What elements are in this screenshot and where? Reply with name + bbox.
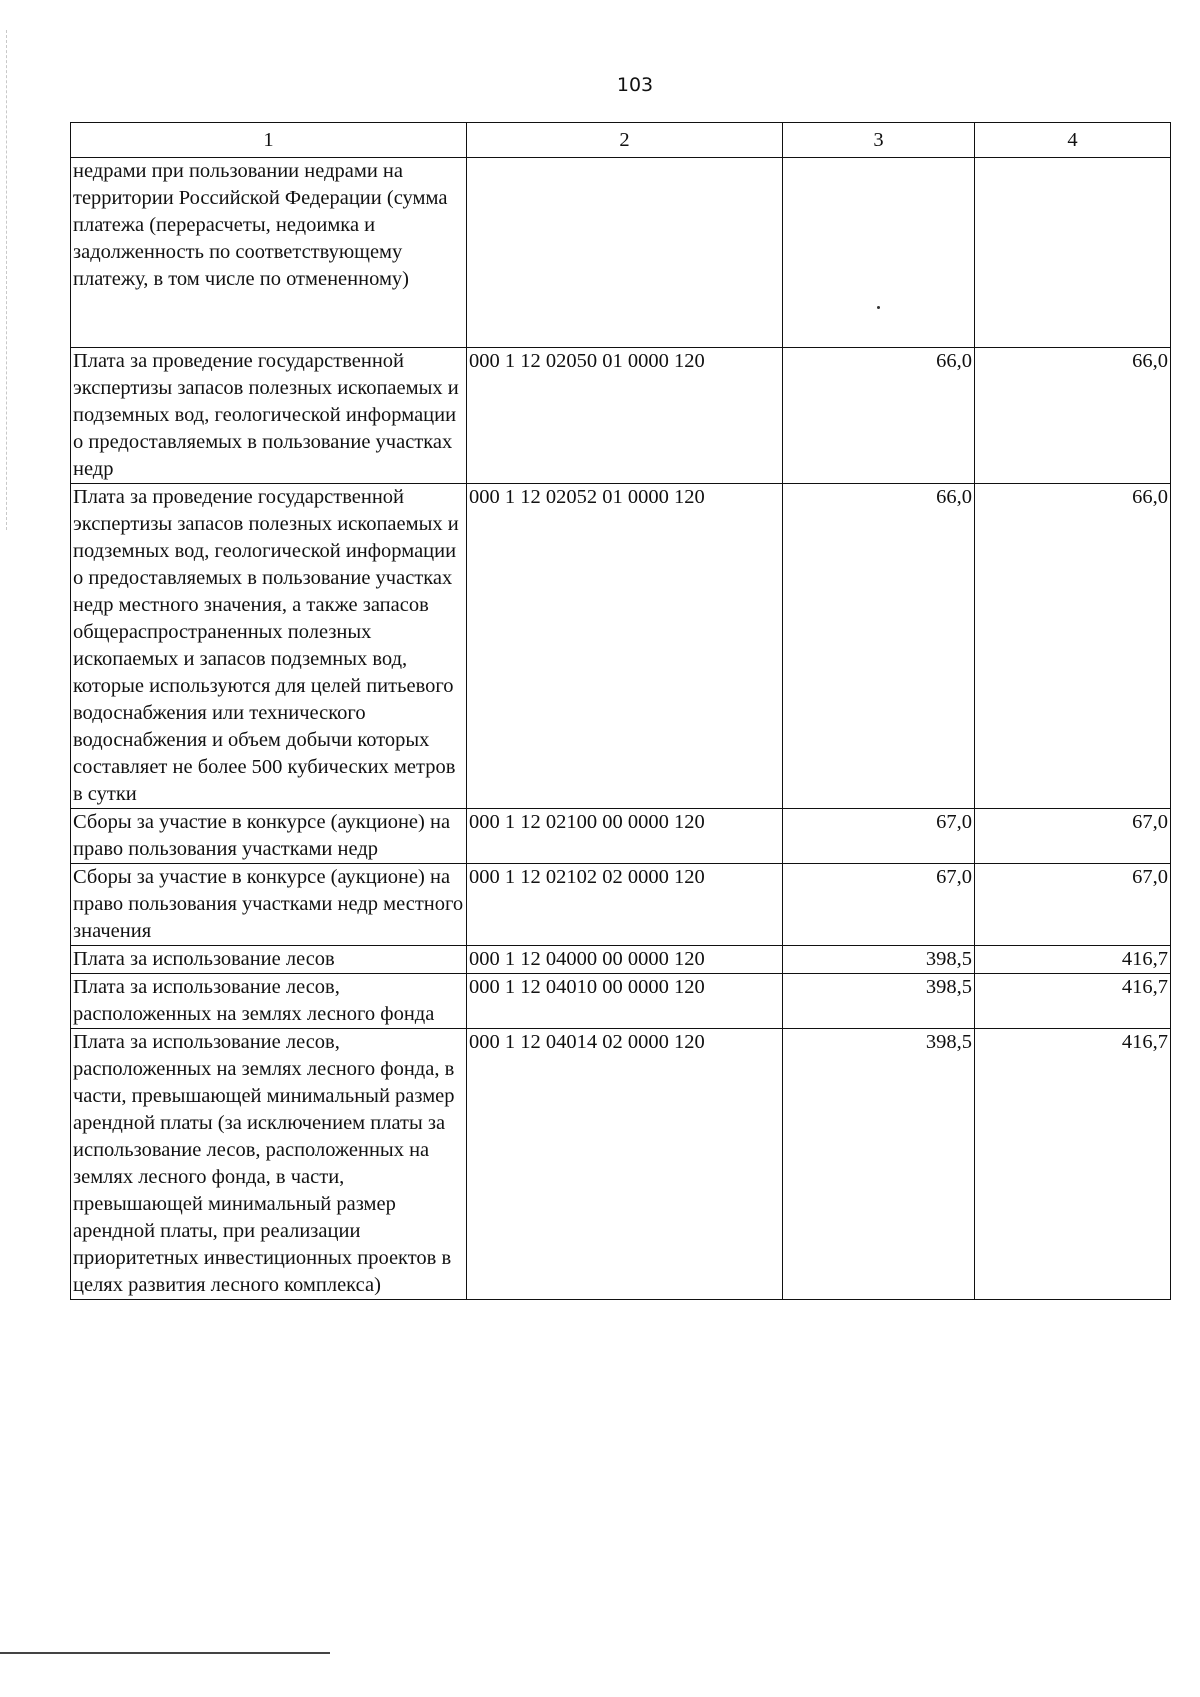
table-header-row xyxy=(71,123,1171,158)
row-value-col3: 66,0 xyxy=(783,484,975,809)
table-row xyxy=(71,809,1171,864)
column-header-2: 2 xyxy=(467,123,783,158)
row-value-col4: 66,0 xyxy=(975,348,1171,484)
table-row xyxy=(71,946,1171,974)
table-row xyxy=(71,348,1171,484)
column-header-3: 3 xyxy=(783,123,975,158)
table-row xyxy=(71,974,1171,1029)
row-value-col3: 398,5 xyxy=(783,1029,975,1300)
row-value-col3: 398,5 xyxy=(783,946,975,974)
page-number: 103 xyxy=(616,74,654,96)
scan-speck xyxy=(877,306,880,309)
row-name: Сборы за участие в конкурсе (аукционе) на право пользования участками недр местного значения xyxy=(71,864,467,946)
row-value-col4: 67,0 xyxy=(975,864,1171,946)
row-code: 000 1 12 02050 01 0000 120 xyxy=(467,348,783,484)
row-value-col3: 398,5 xyxy=(783,974,975,1029)
row-code: 000 1 12 04010 00 0000 120 xyxy=(467,974,783,1029)
row-value-col4 xyxy=(975,158,1171,348)
row-name: Плата за использование лесов, расположенных на землях лесного фонда, в части, превышающей минимальный размер арендной платы (за исключением платы за использование лесов, расположенных на землях лесного фонда, в части, превышающей минимальный размер арендной платы, при реализации приоритетных инвестиционных проектов в целях развития лесного комплекса) xyxy=(71,1029,467,1300)
row-value-col4: 67,0 xyxy=(975,809,1171,864)
revenue-table xyxy=(70,122,1171,1300)
row-name: Плата за проведение государственной экспертизы запасов полезных ископаемых и подземных вод, геологической информации о предоставляемых в пользование участках недр местного значения, а также запасов общераспространенных полезных ископаемых и запасов подземных вод, которые используются для целей питьевого водоснабжения или технического водоснабжения и объем добычи которых составляет не более 500 кубических метров в сутки xyxy=(71,484,467,809)
row-value-col4: 416,7 xyxy=(975,974,1171,1029)
row-value-col3: 67,0 xyxy=(783,809,975,864)
row-value-col3: 66,0 xyxy=(783,348,975,484)
table-row xyxy=(71,864,1171,946)
footnote-rule xyxy=(0,1652,330,1654)
row-value-col3 xyxy=(783,158,975,348)
row-code: 000 1 12 02100 00 0000 120 xyxy=(467,809,783,864)
row-name: Плата за проведение государственной экспертизы запасов полезных ископаемых и подземных вод, геологической информации о предоставляемых в пользование участках недр xyxy=(71,348,467,484)
table-row xyxy=(71,484,1171,809)
row-code: 000 1 12 02102 02 0000 120 xyxy=(467,864,783,946)
row-code: 000 1 12 04000 00 0000 120 xyxy=(467,946,783,974)
row-name: Сборы за участие в конкурсе (аукционе) на право пользования участками недр xyxy=(71,809,467,864)
row-value-col4: 416,7 xyxy=(975,946,1171,974)
row-code xyxy=(467,158,783,348)
table-row xyxy=(71,158,1171,348)
row-value-col4: 66,0 xyxy=(975,484,1171,809)
row-name: недрами при пользовании недрами на территории Российской Федерации (сумма платежа (перерасчеты, недоимка и задолженность по соответствующему платежу, в том числе по отмененному) xyxy=(71,158,467,348)
row-code: 000 1 12 02052 01 0000 120 xyxy=(467,484,783,809)
row-value-col4: 416,7 xyxy=(975,1029,1171,1300)
scan-margin-mark xyxy=(6,30,10,530)
column-header-4: 4 xyxy=(975,123,1171,158)
column-header-1: 1 xyxy=(71,123,467,158)
row-code: 000 1 12 04014 02 0000 120 xyxy=(467,1029,783,1300)
row-value-col3: 67,0 xyxy=(783,864,975,946)
row-name: Плата за использование лесов xyxy=(71,946,467,974)
table-row xyxy=(71,1029,1171,1300)
row-name: Плата за использование лесов, расположенных на землях лесного фонда xyxy=(71,974,467,1029)
